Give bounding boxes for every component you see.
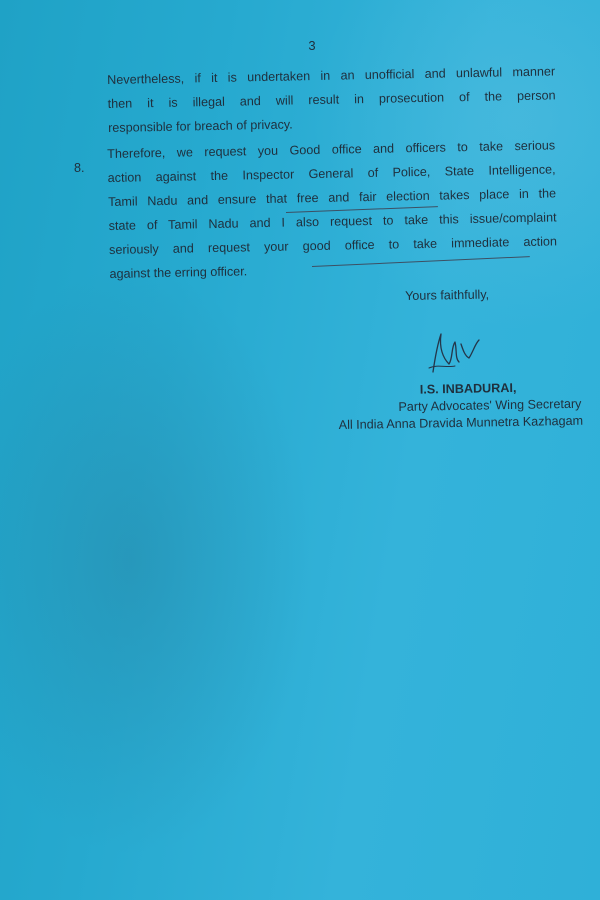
paragraph-line: Therefore, we request you Good office and officers to take serious — [107, 138, 556, 161]
paragraph-line: action against the Inspector General of Police, State Intelligence, — [107, 162, 556, 185]
signature-image — [425, 328, 485, 376]
signatory-organization: All India Anna Dravida Munnetra Kazhagam — [338, 413, 584, 432]
signatory-title: Party Advocates' Wing Secretary — [398, 396, 582, 414]
paragraph-line: state of Tamil Nadu and I also request to take this issue/complaint — [108, 210, 557, 233]
paragraph-line: then it is illegal and will result in prosecution of the person — [107, 88, 556, 111]
page-number: 3 — [308, 38, 316, 53]
paragraph-line: against the erring officer. — [109, 264, 248, 281]
paragraph-line: Nevertheless, if it is undertaken in an unofficial and unlawful manner — [107, 64, 556, 87]
item-number: 8. — [74, 161, 85, 175]
paragraph-line: seriously and request your good office to take immediate action — [108, 234, 558, 257]
signatory-name: I.S. INBADURAI, — [419, 380, 517, 397]
paragraph-line: Tamil Nadu and ensure that free and fair election takes place in the — [108, 186, 557, 209]
paragraph-continued — [107, 59, 556, 140]
closing-salutation: Yours faithfully, — [405, 287, 490, 303]
paragraph-line: responsible for breach of privacy. — [108, 117, 293, 135]
signatory-block — [338, 379, 595, 434]
